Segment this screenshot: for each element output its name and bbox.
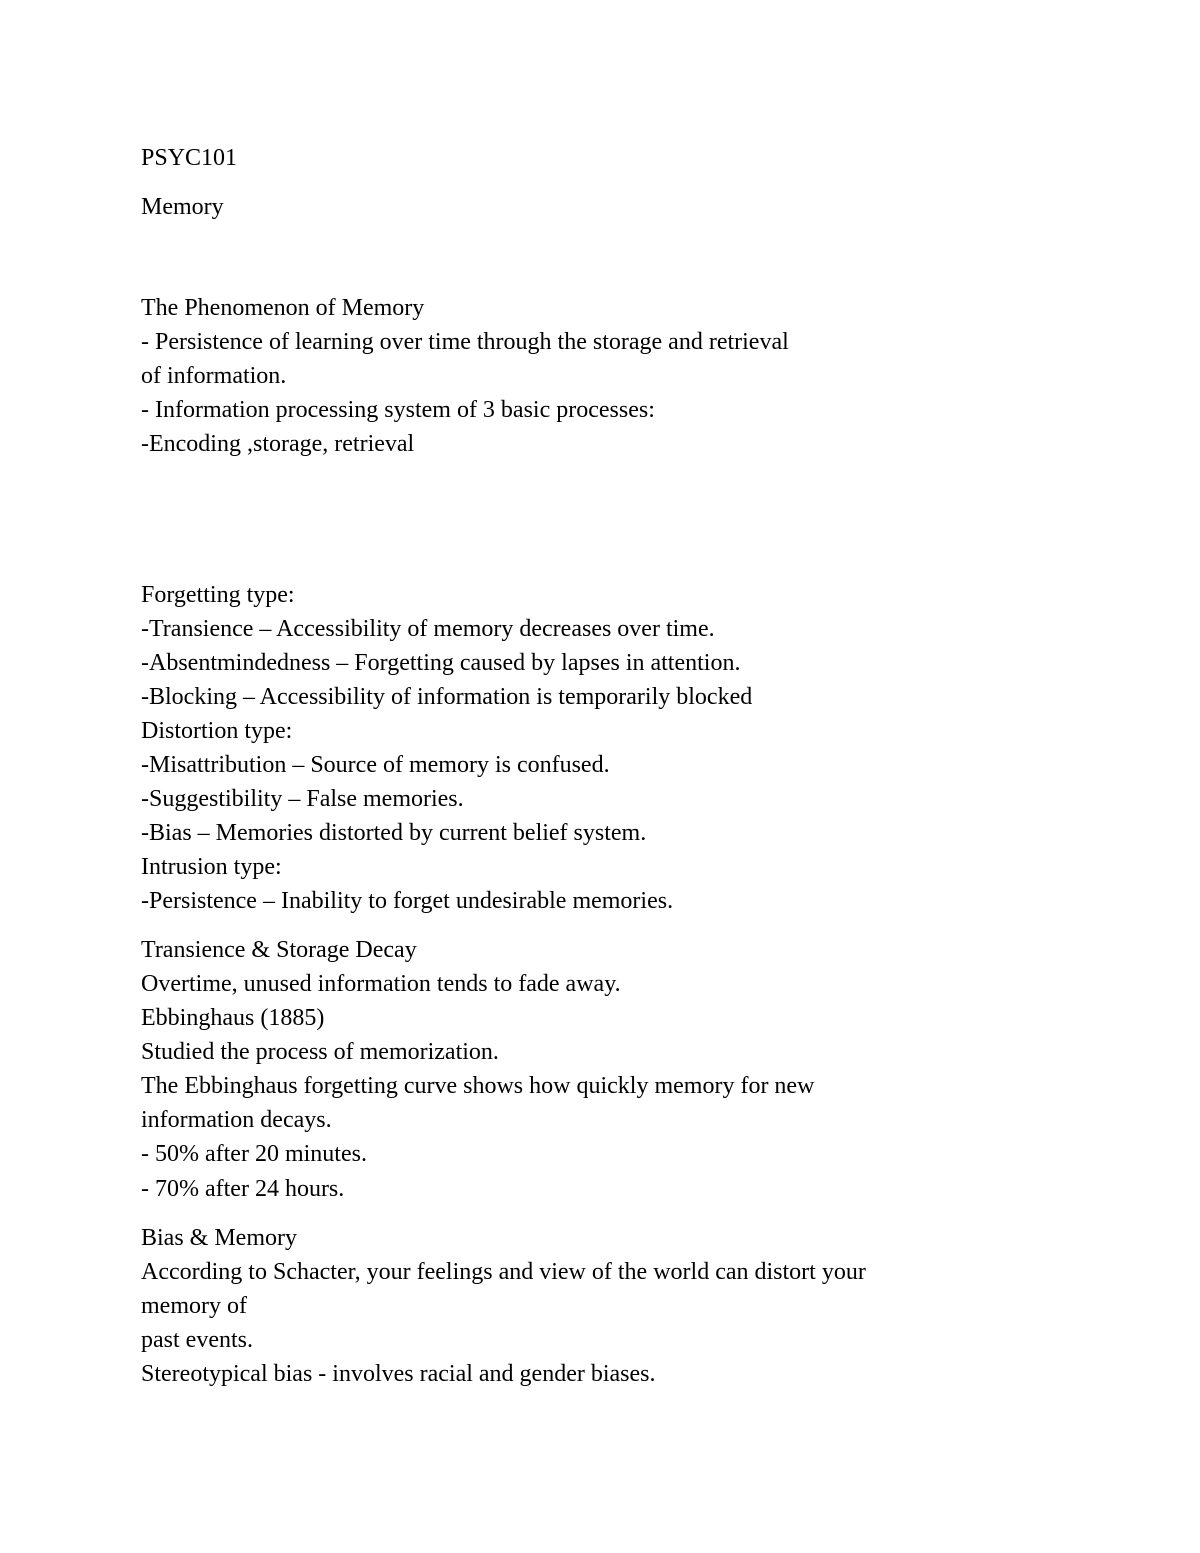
type-item: -Suggestibility – False memories. [141, 786, 464, 812]
section-heading-phenomenon: The Phenomenon of Memory [141, 295, 425, 321]
phenomenon-line: - Information processing system of 3 basic processes: [141, 397, 655, 423]
bias-line: According to Schacter, your feelings and view of the world can distort your [141, 1259, 866, 1285]
phenomenon-line: -Encoding ,storage, retrieval [141, 431, 415, 457]
transience-line: The Ebbinghaus forgetting curve shows how quickly memory for new [141, 1073, 815, 1099]
distortion-type-heading: Distortion type: [141, 718, 293, 744]
document-title: Memory [141, 194, 224, 220]
transience-line: Overtime, unused information tends to fade away. [141, 971, 621, 997]
transience-line: Ebbinghaus (1885) [141, 1005, 325, 1031]
type-item: -Blocking – Accessibility of information is temporarily blocked [141, 684, 753, 710]
transience-line: Studied the process of memorization. [141, 1039, 499, 1065]
course-code: PSYC101 [141, 145, 238, 171]
bias-line: Stereotypical bias - involves racial and gender biases. [141, 1361, 656, 1387]
forgetting-type-heading: Forgetting type: [141, 582, 295, 608]
bias-line: past events. [141, 1327, 253, 1353]
transience-line: - 50% after 20 minutes. [141, 1141, 367, 1167]
phenomenon-line: of information. [141, 363, 287, 389]
type-item: -Transience – Accessibility of memory decreases over time. [141, 616, 715, 642]
type-item: -Misattribution – Source of memory is confused. [141, 752, 610, 778]
type-item: -Absentmindedness – Forgetting caused by lapses in attention. [141, 650, 741, 676]
transience-line: - 70% after 24 hours. [141, 1176, 345, 1202]
phenomenon-line: - Persistence of learning over time through the storage and retrieval [141, 329, 789, 355]
section-heading-transience: Transience & Storage Decay [141, 937, 417, 963]
intrusion-type-heading: Intrusion type: [141, 854, 282, 880]
type-item: -Persistence – Inability to forget undesirable memories. [141, 888, 674, 914]
bias-line: memory of [141, 1293, 247, 1319]
transience-line: information decays. [141, 1107, 332, 1133]
type-item: -Bias – Memories distorted by current belief system. [141, 820, 647, 846]
section-heading-bias: Bias & Memory [141, 1225, 297, 1251]
